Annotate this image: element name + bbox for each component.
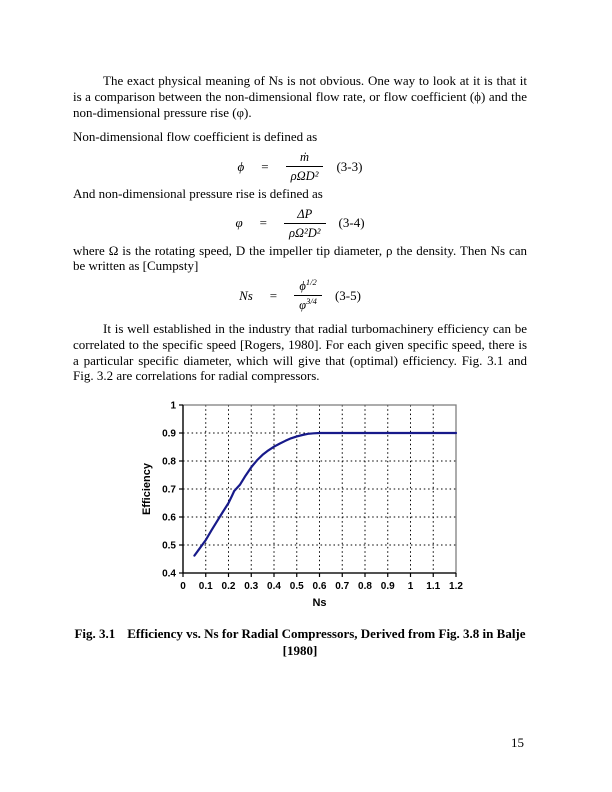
fraction [284,206,326,241]
svg-text:Ns: Ns [312,597,327,610]
svg-text:0.3: 0.3 [244,581,259,593]
fraction [294,278,322,313]
svg-text:Efficiency: Efficiency [141,463,153,516]
svg-text:1.1: 1.1 [426,581,441,593]
figure-caption [73,626,527,659]
pressure-rise-definition-line: And non-dimensional pressure rise is defined as [73,186,323,201]
fraction-numerator: ΔP [297,206,313,221]
svg-text:0.9: 0.9 [380,581,395,593]
svg-text:0.8: 0.8 [358,581,372,593]
omega-definition-paragraph: where Ω is the rotating speed, D the impeller tip diameter, ρ the density. Then Ns can be written as [Cumpsty] [73,242,527,274]
figure-caption-text: Efficiency vs. Ns for Radial Compressors, Derived from Fig. 3.8 in Balje [127,626,526,642]
equation-lhs: Ns [239,287,253,303]
equation-number: (3-5) [334,287,361,303]
equation-3-4 [73,206,527,241]
svg-text:0.5: 0.5 [162,540,176,552]
svg-text:0.6: 0.6 [312,581,327,593]
svg-text:0.4: 0.4 [267,581,281,593]
svg-text:0.5: 0.5 [289,581,304,593]
figure-caption-line1 [73,626,527,643]
equation-number: (3-4) [338,215,365,231]
page-number: 15 [511,735,524,750]
fraction-denominator: $\varphi^{3/4}$ [299,296,317,313]
figure-caption-line2: [1980] [282,642,318,658]
intro-paragraph: The exact physical meaning of Ns is not obvious. One way to look at it is that it is a comparison between the non-dimensional flow rate, or flow coefficient (ϕ) and the non-dimensional pressure rise (φ). [73,73,527,120]
fraction-numerator: ṁ [300,150,310,165]
figure-3-1 [138,391,527,621]
svg-text:1: 1 [407,581,414,593]
svg-text:0.7: 0.7 [162,484,176,496]
fraction [286,149,324,184]
svg-text:0.1: 0.1 [198,581,213,593]
equals-sign: = [269,287,278,303]
equals-sign: = [261,158,269,174]
equation-3-5 [73,278,527,313]
specific-speed-paragraph: It is well established in the industry that radial turbomachinery efficiency can be correlated to the specific speed [Rogers, 1980]. For each given specific speed, there is a particular specific diameter, which will give that (optimal) efficiency. Fig. 3.1 and Fig. 3.2 are correlations for radial compressors. [73,321,527,384]
svg-text:0.9: 0.9 [162,428,176,440]
svg-text:0.2: 0.2 [221,581,236,593]
fraction-numerator: $\phi^{1/2}$ [299,277,317,294]
equation-lhs: ϕ [237,158,245,174]
fraction-denominator: ρΩD² [290,169,319,184]
svg-text:0.8: 0.8 [162,456,176,468]
fraction-denominator: ρΩ²D² [288,225,321,240]
svg-text:0.6: 0.6 [162,512,176,524]
equation-3-3 [73,149,527,184]
svg-text:1: 1 [170,400,176,412]
equation-number: (3-3) [336,158,363,174]
svg-text:1.2: 1.2 [449,581,463,593]
figure-label: Fig. 3.1 [74,626,116,642]
equals-sign: = [259,215,267,231]
flow-coefficient-definition-line: Non-dimensional flow coefficient is defined as [73,129,318,145]
svg-text:0.4: 0.4 [162,568,176,580]
svg-text:0: 0 [180,581,186,593]
page-content [73,73,527,659]
svg-text:0.7: 0.7 [335,581,350,593]
equation-lhs: φ [235,215,243,231]
efficiency-chart [138,391,508,621]
